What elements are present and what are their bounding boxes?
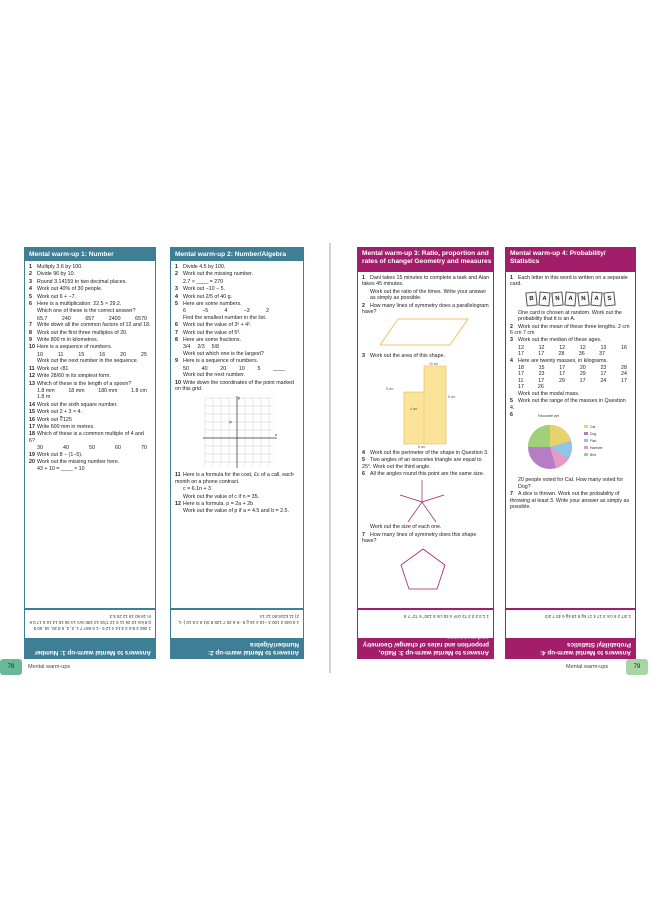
- warmup-4-title: Mental warm-up 4: Probability/ Statistics: [506, 248, 635, 272]
- answers-2-text: 1 0.045 2 100 3 −15 4 16 g 5 −5 6 25 7 125 8 3/4 9 2.5 10 (−1, 2) 11 £216.50 12 14: [177, 614, 299, 625]
- question: 15 Work out 2 + 3 × 4.: [29, 409, 82, 416]
- answers-1: [24, 609, 156, 659]
- ages-row: 17 17 28 36 37: [518, 351, 605, 358]
- answers-4-title: Answers to Mental warm-up 4: Probability/ Statistics: [506, 638, 635, 658]
- question: 18 Which of these is a common multiple of 4 and 6?: [29, 431, 144, 444]
- letter-card: A: [538, 291, 550, 306]
- answers-3: [357, 609, 494, 659]
- letter-card: A: [564, 291, 576, 306]
- question: 10 Write down the coordinates of the point marked on this grid.: [175, 379, 294, 392]
- letter-card: N: [577, 291, 589, 306]
- question: 7 A dice is thrown. Work out the probability of throwing at least 3. Write your answer as simply as possible.: [510, 491, 630, 510]
- question: 1 Dani takes 15 minutes to complete a task and Alan takes 45 minutes.: [362, 275, 489, 288]
- question-note: Find the smallest number in the list.: [183, 314, 267, 321]
- l-shape-diagram: [384, 362, 464, 448]
- question-note: Work out the value of p if a = 4.5 and b = 2.5.: [183, 508, 289, 515]
- answers-3-text: 1 1:3 2 0 3 72 cm² 4 40 cm 5 130° 6 72° 7 5: [403, 614, 489, 619]
- question-note: Work out the next number in the sequence.: [37, 358, 139, 365]
- chart-title: Favourite pet: [538, 414, 559, 419]
- coordinate-grid: [201, 394, 281, 470]
- ages-row: 12 12 12 12 13 16: [518, 344, 627, 351]
- question: 3 Round 3.14159 to two decimal places.: [29, 278, 127, 285]
- warmup-4-panel: [505, 247, 636, 609]
- page-footer: Mental warm-ups: [566, 664, 609, 670]
- warmup-2-panel: [170, 247, 304, 609]
- question: 3 Work out the area of this shape.: [362, 353, 445, 360]
- question-note: 43 + 10 = ____ × 10: [37, 466, 85, 473]
- svg-text:y: y: [238, 395, 240, 401]
- question: 11 Work out √81: [29, 365, 69, 372]
- option-row: 30 40 50 60 70: [37, 445, 147, 452]
- question-note: 2.7 × ____ = 270: [183, 278, 224, 285]
- legend-label: Fish: [590, 439, 597, 444]
- answers-3-title: Answers to Mental warm-up 3: Ratio, proportion and rates of change/ Geometry and measures: [358, 638, 493, 658]
- question: 3 Work out −10 − 5.: [175, 286, 226, 293]
- question: 7 Work out the value of 5³.: [175, 329, 241, 336]
- sequence-row: 10 11 15 16 20 25: [37, 351, 147, 358]
- answers-2: [170, 609, 304, 659]
- pet-pie-chart: [516, 411, 626, 475]
- question: 6 Work out the value of 3² + 4².: [175, 322, 252, 329]
- legend-label: Cat: [590, 425, 596, 430]
- question: 17 Write 600 mm in metres.: [29, 423, 95, 430]
- question-note: Work out the modal mass.: [518, 390, 580, 397]
- warmup-1-panel: [24, 247, 156, 609]
- book-spine: [329, 243, 331, 673]
- dim-label: 10 cm: [429, 361, 439, 366]
- option-row: 65.7 240 657 2400 6570: [37, 315, 147, 322]
- question: 5 Work out 6 + −7.: [29, 293, 77, 300]
- dim-label: 4 cm: [410, 406, 418, 411]
- question-note: Work out the ratio of the times. Write your answer as simply as possible.: [370, 288, 487, 302]
- question: 5 Two angles of an isosceles triangle are equal to 25°. Work out the third angle.: [362, 457, 482, 470]
- question: 1 Divide 4.5 by 100.: [175, 264, 226, 270]
- fraction-row: 3/4 2/3 5/8: [183, 344, 219, 351]
- question: 2 How many lines of symmetry does a parallelogram have?: [362, 302, 489, 316]
- letter-cards: [510, 292, 631, 306]
- question: 2 Work out the mean of these three lengths. 2 cm 6 cm 7 cm: [510, 323, 630, 337]
- question-note: 20 people voted for Cat. How many voted for Dog?: [518, 477, 624, 490]
- question: 14 Work out the sixth square number.: [29, 401, 118, 408]
- question: 6 All the angles round this point are the same size.: [362, 471, 485, 478]
- question: 4 Work out the perimeter of the shape in Question 3.: [362, 449, 489, 456]
- option: 1.8 m: [37, 394, 51, 401]
- question: 4 Here are twenty masses, in kilograms.: [510, 357, 608, 364]
- dim-label: 5 cm: [386, 386, 394, 391]
- question: 8 Here are some fractions.: [175, 337, 241, 344]
- answers-4: [505, 609, 636, 659]
- warmup-3-title: Mental warm-up 3: Ratio, proportion and rates of change/ Geometry and measures: [358, 248, 493, 272]
- question: 5 Work out the range of the masses in Question 4.: [510, 398, 626, 411]
- question: 12 Here is a formula. p = 2a + 2b: [175, 500, 254, 507]
- question: 2 Divide 96 by 10.: [29, 271, 75, 278]
- option-row: 1.8 mm 18 mm 180 mm 1.8 cm: [37, 387, 147, 394]
- warmup-1-title: Mental warm-up 1: Number: [25, 248, 155, 261]
- question-note: Which one of these is the correct answer?: [37, 308, 136, 315]
- warmup-2-title: Mental warm-up 2: Number/Algebra: [171, 248, 303, 261]
- question: 6 Here is a multiplication: 22.5 × 29.2.: [29, 301, 122, 308]
- angles-point-diagram: [392, 478, 452, 524]
- question: 3 Work out the median of these ages.: [510, 337, 602, 344]
- answers-1-title: Answers to Mental warm-up 1: Number: [25, 638, 155, 658]
- question-note: Work out the value of c if n = 35.: [183, 493, 260, 500]
- question: 7 Write down all the common factors of 12 and 18.: [29, 322, 151, 329]
- question-note: Work out the next number.: [183, 372, 246, 379]
- page-number-tab: 78: [0, 659, 22, 675]
- page-footer: Mental warm-ups: [28, 664, 71, 670]
- question: 4 Work out 40% of 30 people.: [29, 286, 103, 293]
- number-row: 6 −5 4 −3 2: [183, 308, 269, 315]
- question-note: One card is chosen at random. Work out the probability that it is an A.: [518, 309, 622, 323]
- book-spread: [0, 243, 660, 673]
- letter-card: N: [551, 291, 563, 306]
- svg-text:×: ×: [229, 420, 232, 427]
- question: 1 Each letter in this word is written on a separate card.: [510, 275, 628, 288]
- answers-4-text: 1 3/7 2 5 cm 3 17 4 17 kg 5 18 kg 6 40 7 2/3: [545, 614, 631, 619]
- question: 7 How many lines of symmetry does this shape have?: [362, 531, 477, 545]
- question: 9 Here is a sequence of numbers.: [175, 358, 259, 365]
- dim-label: 6 cm: [448, 394, 456, 399]
- question: 10 Here is a sequence of numbers.: [29, 344, 113, 351]
- legend-label: Bird: [590, 453, 597, 458]
- mass-row: 18 15 17 20 23 28: [518, 365, 627, 372]
- legend-label: Hamster: [590, 446, 603, 451]
- mass-row: 17 26: [518, 384, 544, 391]
- answers-1-text: 1 360 2 9.6 3 3.14 4 12 5 −1 6 657 7 1, 2, 3, 6 8 20, 40, 60 9 0.8 km 10 26 11 9 12 7/15 13 180 mm 14 36 15 14 16 5 17 0.6 m 18 60 19 12 20 5.3: [29, 614, 151, 631]
- letter-card: A: [590, 291, 602, 306]
- question: 12 Write 28/60 in its simplest form.: [29, 373, 111, 380]
- parallelogram-shape: [380, 317, 470, 347]
- svg-text:x: x: [275, 432, 277, 438]
- question: 5 Here are some numbers.: [175, 301, 242, 308]
- question: 8 Work out the first three multiples of 20.: [29, 329, 128, 336]
- letter-card: S: [603, 291, 615, 306]
- warmup-3-panel: [357, 247, 494, 609]
- question: 9 Write 800 m in kilometres.: [29, 337, 99, 344]
- sequence-row: 50 40 20 10 5 ____: [183, 365, 285, 372]
- formula: c = 6.1n + 3: [183, 486, 211, 493]
- pentagon-shape: [398, 547, 448, 591]
- mass-row: 17 23 17 29 17 24: [518, 371, 627, 378]
- page-number-tab: 79: [626, 659, 648, 675]
- question: 13 Which of these is the length of a spoon?: [29, 380, 132, 387]
- legend-label: Dog: [590, 432, 597, 437]
- mass-row: 11 17 29 17 24 17: [518, 377, 627, 384]
- question: 20 Work out the missing number here.: [29, 458, 120, 465]
- answers-2-title: Answers to Mental warm-up 2: Number/Algebra: [171, 638, 303, 658]
- question-note: Work out which one is the largest?: [183, 350, 264, 357]
- question: 2 Work out the missing number.: [175, 271, 253, 278]
- question-note: Work out the size of each one.: [370, 524, 442, 531]
- pie-slice-bird: [528, 425, 550, 447]
- question: 6: [510, 411, 513, 418]
- question: 11 Here is a formula for the cost, £c of a call, each month on a phone contract.: [175, 472, 294, 485]
- question: 16 Work out ∛125: [29, 416, 72, 423]
- question: 4 Work out 2/5 of 40 g.: [175, 293, 233, 300]
- question: 1 Multiply 3.6 by 100.: [29, 264, 83, 270]
- question: 19 Work out 8 − (1−5).: [29, 451, 83, 458]
- letter-card: B: [525, 291, 537, 306]
- dim-label: 8 cm: [418, 444, 426, 448]
